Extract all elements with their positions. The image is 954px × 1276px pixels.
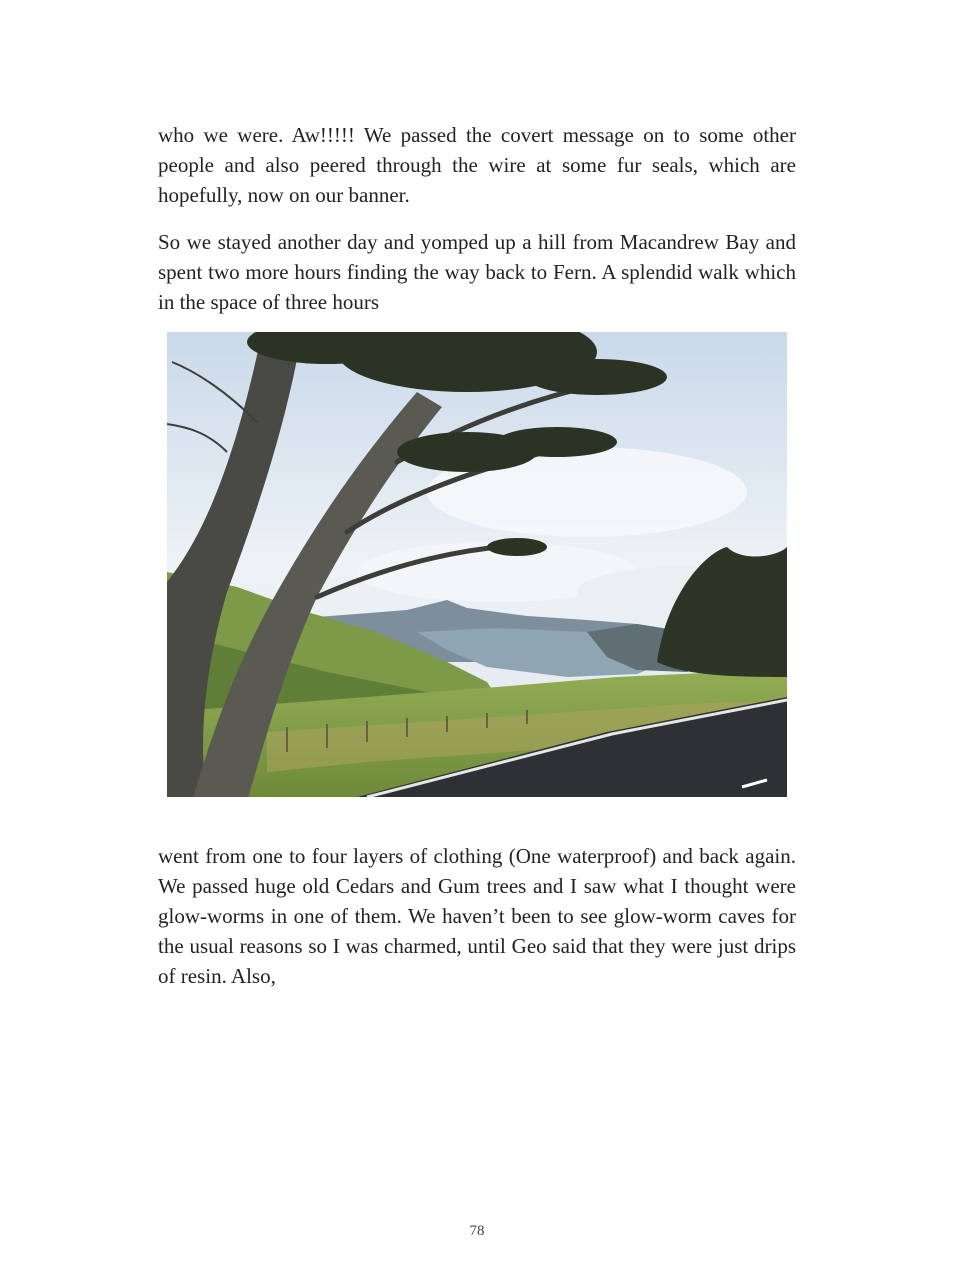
landscape-photo xyxy=(167,332,787,797)
paragraph-3: went from one to four layers of clothing (One waterproof) and back again. We passed huge old Cedars and Gum trees and I saw what I thought were glow-worms in one of them. We haven’t been to see glow-worm caves for the usual reasons so I was charmed, until Geo said that they were just drips of resin. Also, xyxy=(158,844,796,988)
paragraph-1: who we were. Aw!!!!! We passed the covert message on to some other people and also peered through the wire at some fur seals, which are hopefully, now on our banner. xyxy=(158,123,796,207)
paragraph-2: So we stayed another day and yomped up a hill from Macandrew Bay and spent two more hours finding the way back to Fern. A splendid walk which in the space of three hours xyxy=(158,230,796,314)
page-number: 78 xyxy=(469,1223,485,1239)
